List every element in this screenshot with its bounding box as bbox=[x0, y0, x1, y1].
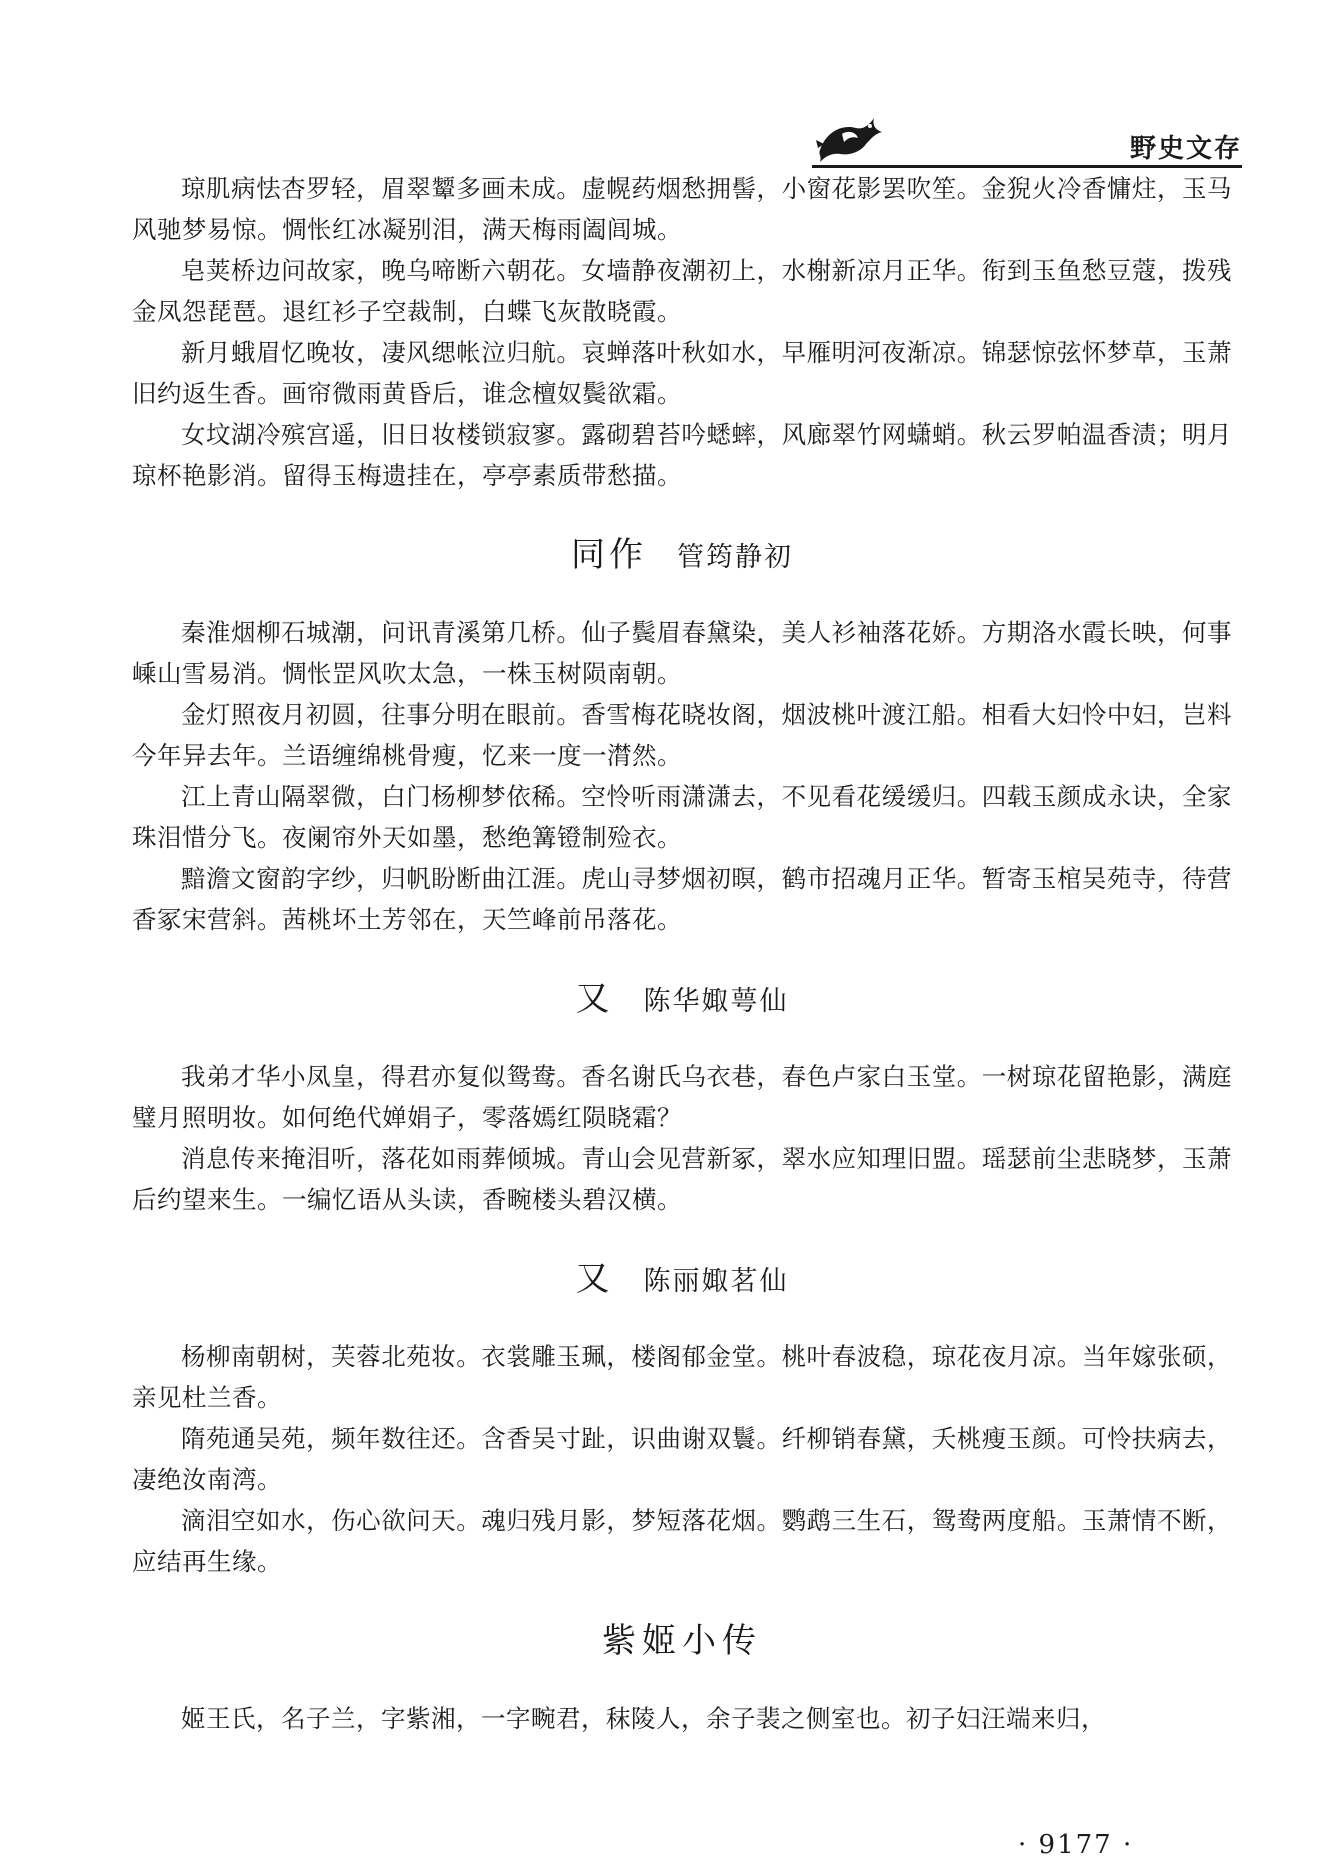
section-heading bbox=[132, 530, 1232, 580]
series-title: 野史文存 bbox=[1129, 134, 1242, 164]
poem-stanza: 黯澹文窗韵字纱，归帆盼断曲江涯。虎山寻梦烟初暝，鹤市招魂月正华。暂寄玉棺吴苑寺，待营香冢宋营斜。茜桃坏土芳邻在，天竺峰前吊落花。 bbox=[132, 864, 1232, 934]
poem-stanza: 女坟湖冷殡宫遥，旧日妆楼锁寂寥。露砌碧苔吟蟋蟀，风廊翠竹网蟏蛸。秋云罗帕温香渍；明月琼杯艳影消。留得玉梅遗挂在，亭亭素质带愁描。 bbox=[132, 420, 1232, 490]
poem-stanza: 江上青山隔翠微，白门杨柳梦依稀。空怜听雨潇潇去，不见看花缓缓归。四载玉颜成永诀，全家珠泪惜分飞。夜阑帘外天如墨，愁绝篝镫制殓衣。 bbox=[132, 782, 1232, 852]
poem-section bbox=[132, 1056, 1232, 1220]
poem-stanza: 消息传来掩泪听，落花如雨葬倾城。青山会见营新冢，翠水应知理旧盟。瑶瑟前尘悲晓梦，玉萧后约望来生。一编忆语从头读，香畹楼头碧汉横。 bbox=[132, 1144, 1232, 1214]
poem-stanza: 金灯照夜月初圆，往事分明在眼前。香雪梅花晓妆阁，烟波桃叶渡江船。相看大妇怜中妇，岂料今年异去年。兰语缠绵桃骨瘦，忆来一度一潸然。 bbox=[132, 700, 1232, 770]
section-author: 陈丽娵茗仙 bbox=[643, 1266, 789, 1297]
section-author: 陈华娵萼仙 bbox=[643, 986, 789, 1017]
section-heading bbox=[132, 974, 1232, 1024]
poem-stanza: 滴泪空如水，伤心欲问天。魂归残月影，梦短落花烟。鹦鹉三生石，鸳鸯两度船。玉萧情不断，应结再生缘。 bbox=[132, 1506, 1232, 1576]
section-title: 紫姬小传 bbox=[602, 1621, 762, 1661]
section-title: 又 bbox=[575, 979, 614, 1019]
page-header bbox=[812, 108, 1242, 168]
poem-stanza: 秦淮烟柳石城潮，问讯青溪第几桥。仙子鬓眉春黛染，美人衫袖落花娇。方期洛水霞长映，何事嵊山雪易消。惆怅罡风吹太急，一株玉树陨南朝。 bbox=[132, 618, 1232, 688]
page-body bbox=[132, 168, 1232, 1739]
poem-stanza: 我弟才华小凤皇，得君亦复似鸳鸯。香名谢氏乌衣巷，春色卢家白玉堂。一树琼花留艳影，满庭璧月照明妆。如何绝代婵娟子，零落嫣红陨晓霜？ bbox=[132, 1062, 1232, 1132]
section-heading bbox=[132, 1254, 1232, 1304]
section-title: 又 bbox=[575, 1259, 614, 1299]
poem-stanza: 新月蛾眉忆晚妆，凄风缌帐泣归航。哀蝉落叶秋如水，早雁明河夜渐凉。锦瑟惊弦怀梦草，玉萧旧约返生香。画帘微雨黄昏后，谁念檀奴鬓欲霜。 bbox=[132, 338, 1232, 408]
section-heading bbox=[132, 1616, 1232, 1666]
dragon-logo-icon bbox=[812, 110, 886, 164]
section-title: 同作 bbox=[571, 535, 647, 575]
section-author: 管筠静初 bbox=[677, 542, 793, 573]
prose-section bbox=[132, 1698, 1232, 1739]
prose-paragraph: 姬王氏，名子兰，字紫湘，一字畹君，秣陵人，余子裴之侧室也。初子妇汪端来归， bbox=[181, 1704, 1106, 1733]
poem-stanza: 杨柳南朝树，芙蓉北苑妆。衣裳雕玉珮，楼阁郁金堂。桃叶春波稳，琼花夜月凉。当年嫁张硕，亲见杜兰香。 bbox=[132, 1342, 1232, 1412]
poem-section bbox=[132, 1336, 1232, 1582]
poem-stanza: 琼肌病怯杏罗轻，眉翠颦多画未成。虚幌药烟愁拥髻，小窗花影罢吹笙。金猊火冷香慵炷，玉马风驰梦易惊。惆怅红冰凝别泪，满天梅雨阖闾城。 bbox=[132, 174, 1232, 244]
page-number: · 9177 · bbox=[1018, 1830, 1134, 1860]
poem-stanza: 皂荚桥边问故家，晚乌啼断六朝花。女墙静夜潮初上，水榭新凉月正华。衔到玉鱼愁豆蔻，拨残金凤怨琵琶。退红衫子空裁制，白蝶飞灰散晓霞。 bbox=[132, 256, 1232, 326]
poem-section bbox=[132, 168, 1232, 496]
poem-stanza: 隋苑通吴苑，频年数往还。含香吴寸趾，识曲谢双鬟。纤柳销春黛，夭桃瘦玉颜。可怜扶病去，凄绝汝南湾。 bbox=[132, 1424, 1232, 1494]
poem-section bbox=[132, 612, 1232, 940]
